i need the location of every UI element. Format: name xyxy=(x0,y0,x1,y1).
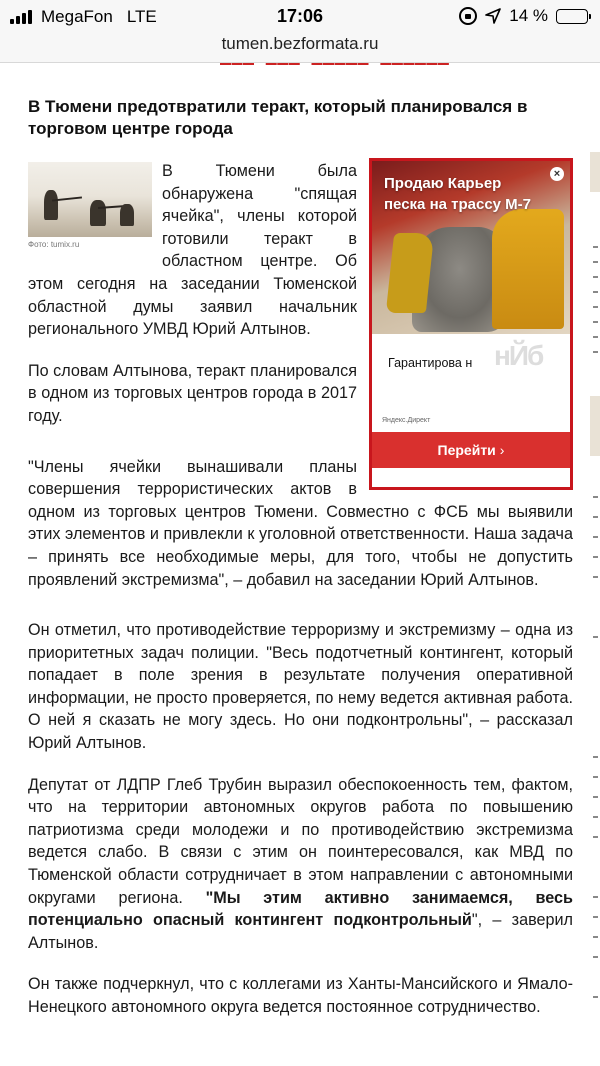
article-paragraph: "Члены ячейки вынашивали планы совершения террористических актов в одном из торговых центров Тюмени. Совместно с ФСБ мы выявили этих элементов и привлекли к уголовной ответственности. Наша задача – принять все необходимые меры, для того, чтобы не допустить проявлений экстремизма", – добавил на заседании Юрий Алтынов. xyxy=(28,457,573,589)
paragraph-text: Депутат от ЛДПР Глеб Трубин выразил обеспокоенность тем, фактом, что на территории автономных округов работа по повышению патриотизма среди молодежи и по противодействию экстремизма ведется слабо. В связи с этим он поинтересовался, как МВД по Тюменской области сотрудничает в этом направлении с автономными округами региона. xyxy=(28,775,573,907)
sidebar-line xyxy=(593,291,598,293)
status-bar xyxy=(0,0,600,32)
sidebar-line xyxy=(593,636,598,638)
sidebar-line xyxy=(593,776,598,778)
photo-figure xyxy=(120,204,134,226)
sidebar-line xyxy=(593,996,598,998)
ad-cta-button[interactable] xyxy=(372,432,570,468)
network-type: LTE xyxy=(126,7,157,26)
advertiser-logo-icon: нЙб xyxy=(494,340,543,371)
ad-cta-label: Перейти xyxy=(437,442,496,458)
sidebar-line xyxy=(593,756,598,758)
sidebar-line xyxy=(593,336,598,338)
chevron-right-icon: › xyxy=(499,442,505,458)
photo-figure xyxy=(90,200,106,226)
location-arrow-icon xyxy=(485,8,501,24)
photo-image xyxy=(28,162,152,237)
photo-figure xyxy=(44,190,58,220)
sidebar-line xyxy=(593,536,598,538)
sidebar-line xyxy=(593,956,598,958)
article-paragraph xyxy=(28,774,573,955)
sidebar-line xyxy=(593,351,598,353)
browser-chrome xyxy=(0,0,600,63)
ad-image-excavator-arm xyxy=(492,209,564,329)
close-icon[interactable]: × xyxy=(550,167,564,181)
battery-percent: 14 % xyxy=(509,6,548,25)
sidebar-line xyxy=(593,516,598,518)
ad-body[interactable] xyxy=(372,334,570,429)
status-right xyxy=(459,6,588,26)
sidebar-line xyxy=(593,276,598,278)
sidebar-line xyxy=(593,816,598,818)
quote-bold: "Мы этим активно занимаемся, весь потенциально опасный контингент подконтрольный xyxy=(28,888,573,930)
sidebar-line xyxy=(593,306,598,308)
sidebar-line xyxy=(593,936,598,938)
ad-title[interactable]: Продаю Карьер песка на трассу М-7 xyxy=(384,175,532,213)
sidebar-line xyxy=(593,576,598,578)
sidebar-line xyxy=(593,496,598,498)
sidebar-line xyxy=(593,836,598,838)
carrier-name: MegaFon xyxy=(41,7,113,26)
article xyxy=(28,96,573,1038)
article-paragraph: В Тюмени была обнаружена "спящая ячейка", члены которой готовили теракт в областном центре. Об этом сегодня на заседании Тюменской областной думы заявил начальник регионального УМВД Юрий Алтынов. xyxy=(28,162,357,339)
sidebar-line xyxy=(593,246,598,248)
address-bar[interactable]: tumen.bezformata.ru xyxy=(221,34,379,53)
sidebar-line xyxy=(593,321,598,323)
sidebar-line xyxy=(593,896,598,898)
article-photo xyxy=(28,162,152,249)
ad-image[interactable] xyxy=(372,161,570,334)
paragraph-text: ", – заверил Алтынов. xyxy=(28,911,573,952)
article-paragraph: Он отметил, что противодействие терроризму и экстремизму – одна из приоритетных задач полиции. "Весь подотчетный контингент, который попадает в поле зрения в результате получения оперативной информации, не просто проверяется, по нему ведется активная работа. О ней я сказать не могу здесь. Но они подконтрольны", – рассказал Юрий Алтынов. xyxy=(28,621,573,753)
sidebar-thumb xyxy=(590,396,600,456)
sidebar-line xyxy=(593,916,598,918)
photo-caption: Фото: tumix.ru xyxy=(28,240,80,249)
article-title: В Тюмени предотвратили теракт, который планировался в торговом центре города xyxy=(28,97,528,138)
ad-image-bucket xyxy=(386,233,434,313)
sidebar-line xyxy=(593,261,598,263)
battery-icon xyxy=(556,9,588,24)
sidebar-peek xyxy=(590,96,600,1066)
rotation-lock-icon xyxy=(459,7,477,25)
article-paragraph: По словам Алтынова, теракт планировался в одном из торговых центров города в 2017 году. xyxy=(28,361,357,425)
clock: 17:06 xyxy=(276,6,324,26)
sidebar-line xyxy=(593,796,598,798)
ad-text: Гарантирова н xyxy=(388,356,473,370)
yandex-ad[interactable] xyxy=(369,158,573,490)
ad-source[interactable]: Яндекс.Директ xyxy=(382,417,431,424)
sidebar-line xyxy=(593,556,598,558)
article-paragraph: Он также подчеркнул, что с коллегами из Ханты-Мансийского и Ямало-Ненецкого автономного округа ведется постоянное сотрудничество. xyxy=(28,975,573,1016)
sidebar-thumb xyxy=(590,152,600,192)
